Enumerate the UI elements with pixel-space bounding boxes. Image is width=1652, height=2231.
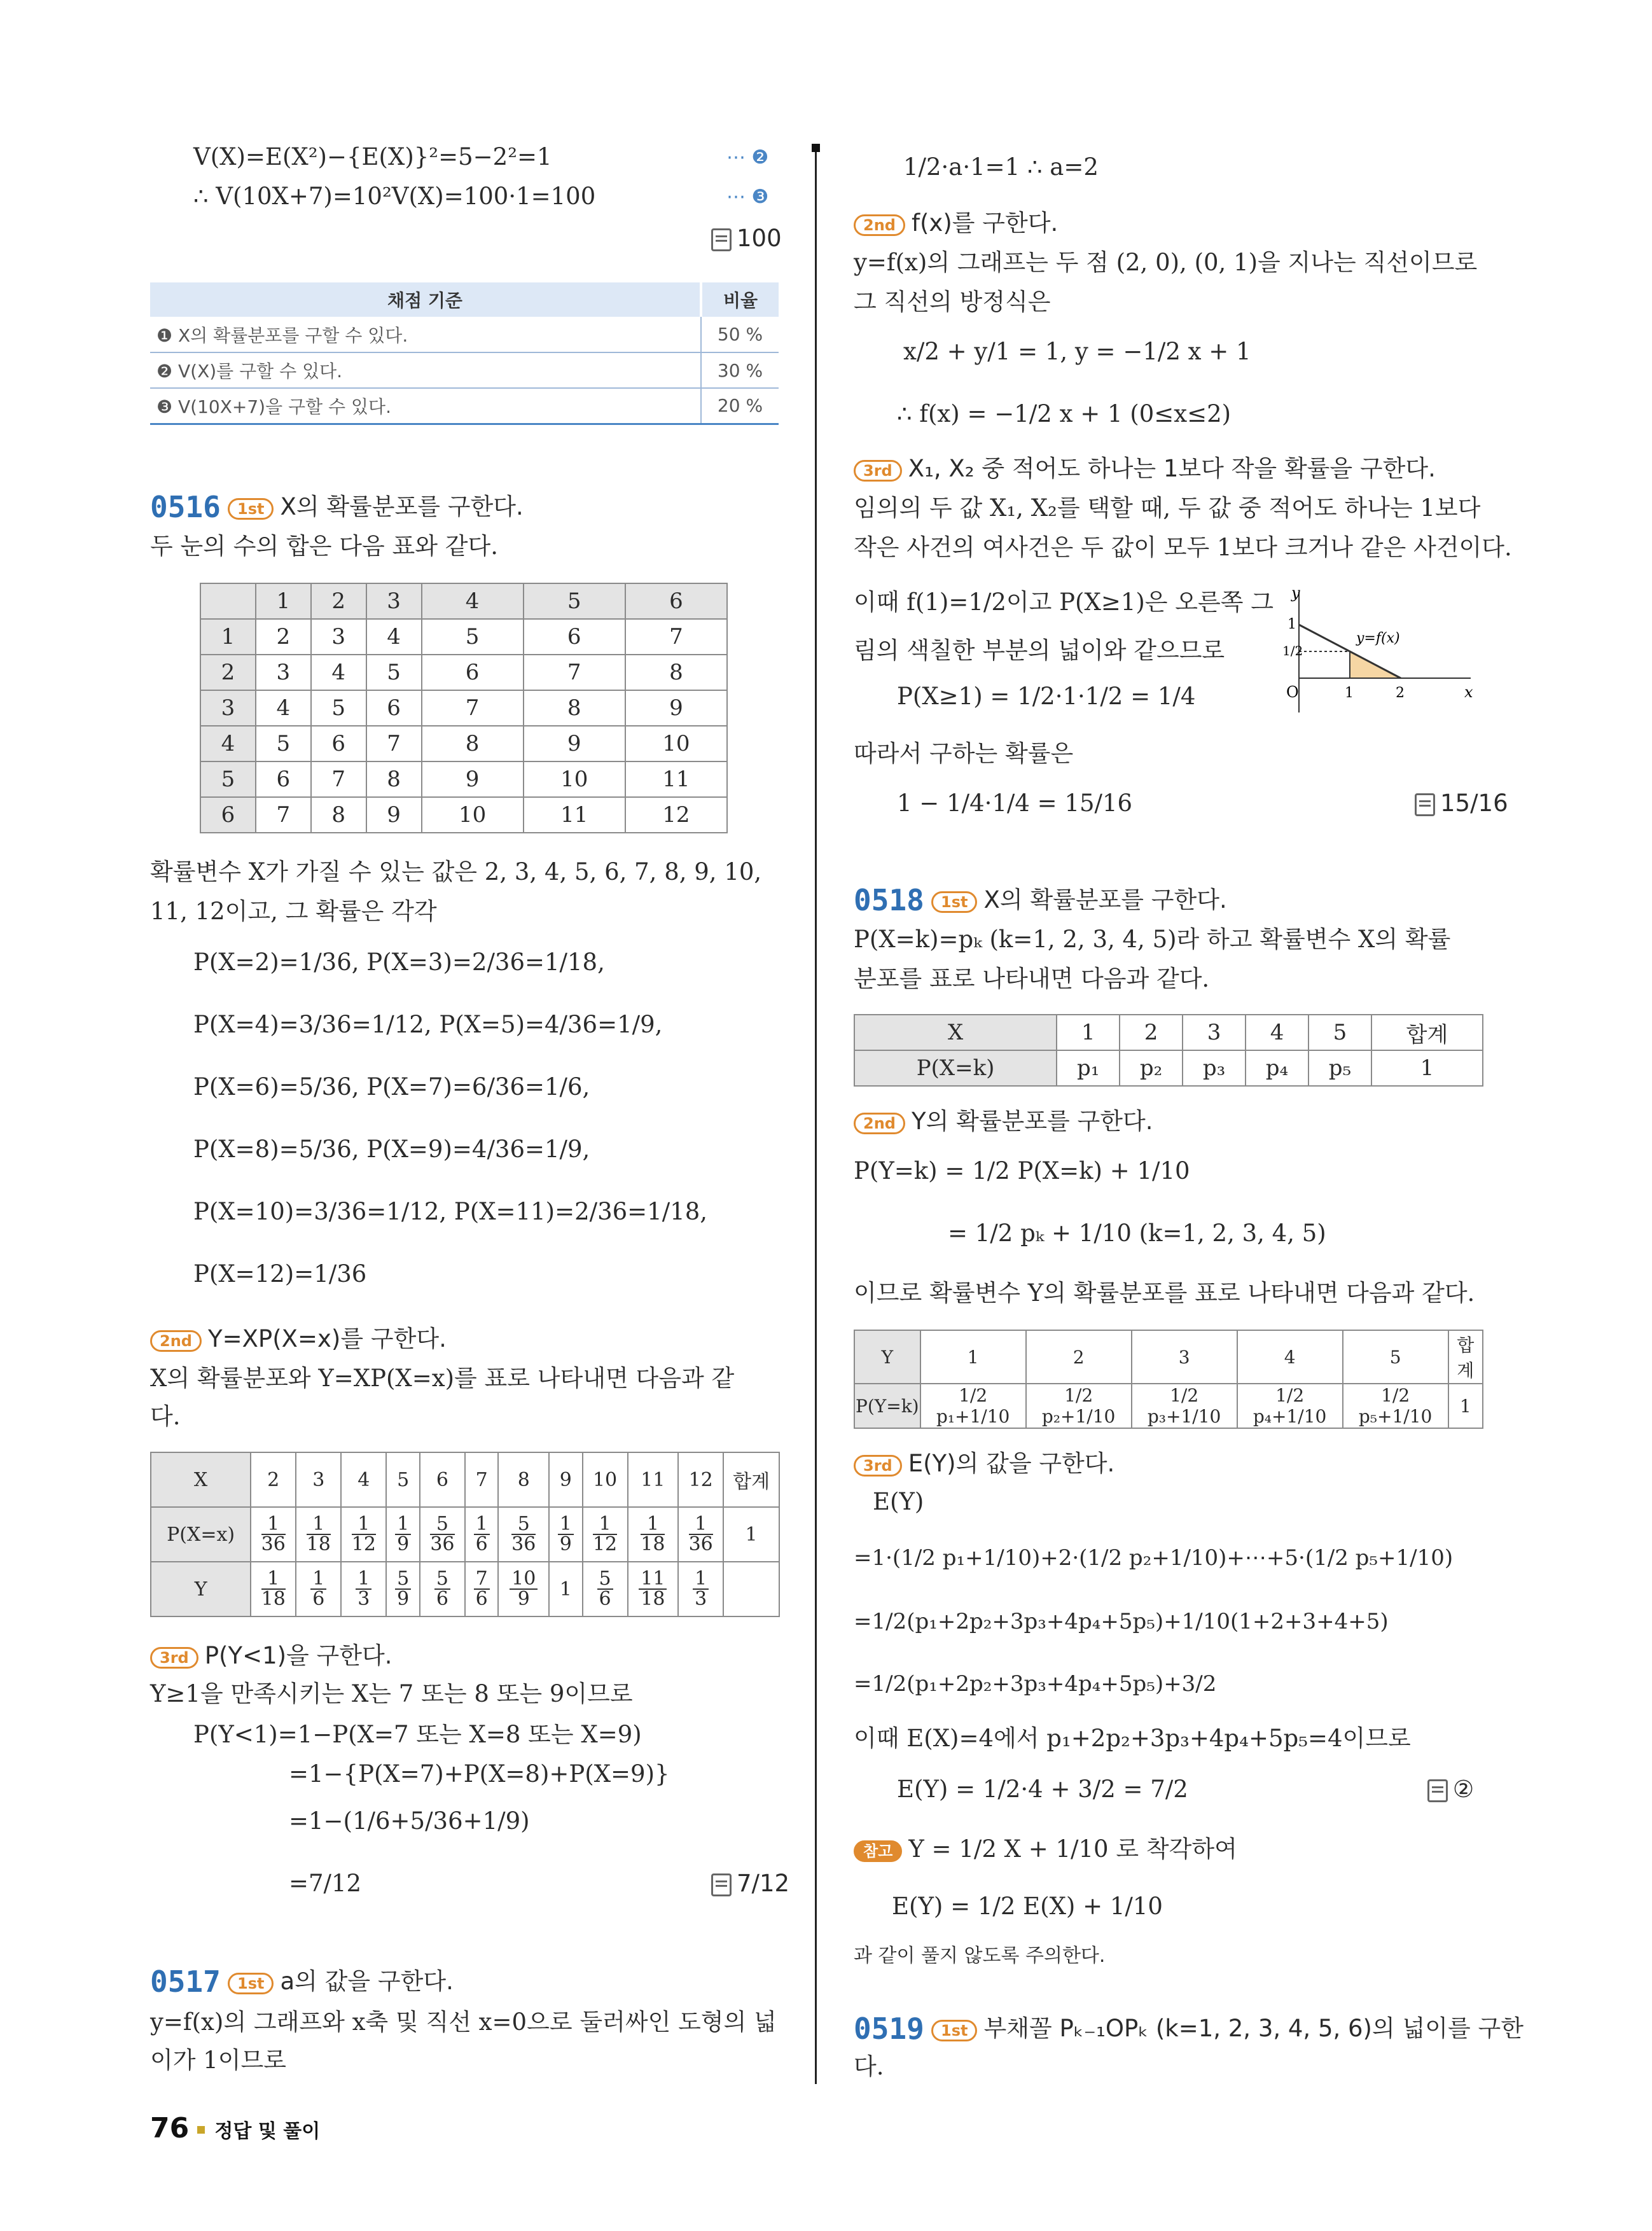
graph-tick-x1: 1	[1345, 685, 1354, 701]
table-cell: 합계	[1448, 1330, 1483, 1384]
table-cell: p₁	[1057, 1050, 1120, 1086]
problem-number-0518: 0518	[854, 883, 924, 917]
table-cell: 9	[549, 1452, 583, 1507]
table-cell: 5	[386, 1452, 420, 1507]
table-cell: 5	[311, 690, 366, 726]
table-cell: 10	[524, 761, 625, 797]
table-cell: 합계	[1371, 1015, 1483, 1050]
prob-line-1: P(X=2)=1/36, P(X=3)=2/36=1/18,	[193, 949, 605, 976]
answer-0516: 7/12	[711, 1869, 789, 1898]
table-cell: 1	[1371, 1050, 1483, 1086]
ey-expand-1: =1·(1/2 p₁+1/10)+2·(1/2 p₂+1/10)+⋯+5·(1/2 p₅+1/10)	[854, 1545, 1454, 1571]
table-cell: 2	[1026, 1330, 1132, 1384]
step-marker-2: ⋯ ❷	[726, 146, 769, 169]
problem-number-0517: 0517	[150, 1964, 221, 1999]
table-cell: 4	[341, 1452, 386, 1507]
table-cell: 합계	[723, 1452, 779, 1507]
table-cell: 11	[628, 1452, 679, 1507]
table-cell: 9	[524, 726, 625, 761]
p0517-t7: 따라서 구하는 확률은	[854, 740, 1074, 767]
table-cell: 7	[256, 797, 311, 833]
dice-sum-table	[200, 583, 728, 833]
ey-expand-3: =1/2(p₁+2p₂+3p₃+4p₄+5p₅)+3/2	[854, 1671, 1217, 1697]
table-cell	[200, 583, 256, 619]
table-cell: P(X=k)	[854, 1050, 1057, 1086]
rubric-criterion-2: ❷ V(X)를 구할 수 있다.	[150, 352, 701, 388]
final-probability: 1 − 1/4·1/4 = 15/16	[897, 789, 1133, 817]
p0516-step1: 1st X의 확률분포를 구한다.	[228, 492, 524, 522]
footer-bullet	[197, 2126, 205, 2134]
p0519-step1: 1st 부채꼴 Pₖ₋₁OPₖ (k=1, 2, 3, 4, 5, 6)의 넓이를 구한	[931, 2014, 1524, 2043]
p0517-t5: 이때 f(1)=1/2이고 P(X≥1)은 오른쪽 그	[854, 588, 1274, 616]
p0517-t6: 림의 색칠한 부분의 넓이와 같으므로	[854, 637, 1225, 664]
graph-x-label: x	[1464, 683, 1473, 701]
ey-label: E(Y)	[873, 1488, 924, 1515]
answer-icon	[1427, 1779, 1448, 1802]
table-cell: 4	[256, 690, 311, 726]
table-cell: $\frac{5}{36}$	[420, 1507, 465, 1562]
table-cell: 2	[200, 655, 256, 690]
table-cell: p₃	[1183, 1050, 1246, 1086]
prob-line-4: P(X=8)=5/36, P(X=9)=4/36=1/9,	[193, 1136, 590, 1163]
table-cell: 9	[422, 761, 524, 797]
table-row	[200, 583, 727, 619]
ey-expand-2: =1/2(p₁+2p₂+3p₃+4p₄+5p₅)+1/10(1+2+3+4+5)	[854, 1609, 1389, 1634]
left-column	[150, 127, 790, 2099]
page-footer	[150, 2112, 320, 2144]
table-cell: 6	[200, 797, 256, 833]
rubric-criterion-1: ❶ X의 확률분포를 구할 수 있다.	[150, 317, 701, 352]
line-equation: x/2 + y/1 = 1, y = −1/2 x + 1	[903, 338, 1251, 365]
rubric-ratio-1: 50 %	[717, 324, 763, 345]
p0516-step2: 2nd Y=XP(X=x)를 구한다.	[150, 1324, 447, 1354]
table-cell: $\frac{1}{18}$	[296, 1507, 341, 1562]
answer-0518: ②	[1427, 1775, 1474, 1804]
column-divider	[815, 145, 817, 2084]
table-row	[200, 797, 727, 833]
calc-line-4: =7/12	[289, 1870, 362, 1897]
footer-label: 정답 및 풀이	[214, 2120, 321, 2143]
p0518-step1: 1st X의 확률분포를 구한다.	[931, 886, 1227, 915]
answer-0517: 15/16	[1415, 789, 1508, 818]
graph-curve-label: y=f(x)	[1356, 630, 1400, 646]
table-cell: P(X=x)	[151, 1507, 251, 1562]
table-cell: 8	[366, 761, 422, 797]
table-cell: X	[854, 1015, 1057, 1050]
p0517-t1: y=f(x)의 그래프는 두 점 (2, 0), (0, 1)을 지나는 직선이므로	[854, 249, 1478, 276]
prob-line-5: P(X=10)=3/36=1/12, P(X=11)=2/36=1/18,	[193, 1198, 708, 1225]
table-cell: 3	[1132, 1330, 1237, 1384]
table-cell: 8	[625, 655, 727, 690]
table-cell: 8	[498, 1452, 549, 1507]
table-cell: $\frac{5}{36}$	[498, 1507, 549, 1562]
p0519-t2: 다.	[854, 2053, 884, 2080]
note-line-1: 참고 Y = 1/2 X + 1/10 로 착각하여	[854, 1835, 1237, 1864]
table-cell: 6	[625, 583, 727, 619]
table-cell: Y	[151, 1562, 251, 1616]
problem-number-0519: 0519	[854, 2012, 924, 2046]
p0517-t3: 임의의 두 값 X₁, X₂를 택할 때, 두 값 중 적어도 하나는 1보다	[854, 494, 1481, 522]
table-cell: 1/2 p₂+1/10	[1026, 1384, 1132, 1428]
table-cell: 5	[524, 583, 625, 619]
rubric-criterion-3: ❸ V(10X+7)을 구할 수 있다.	[150, 388, 701, 424]
graph-tick-y1: 1	[1288, 616, 1296, 632]
table-cell: 3	[1183, 1015, 1246, 1050]
table-cell: $\frac{1}{12}$	[583, 1507, 628, 1562]
table-cell: 6	[366, 690, 422, 726]
table-cell: $\frac{7}{6}$	[465, 1562, 499, 1616]
table-cell: $\frac{5}{6}$	[420, 1562, 465, 1616]
table-cell: 2	[1120, 1015, 1183, 1050]
table-cell: 7	[366, 726, 422, 761]
table-cell: $\frac{1}{9}$	[386, 1507, 420, 1562]
variance-transform-line: ∴ V(10X+7)=10²V(X)=100·1=100	[193, 183, 596, 210]
table-cell: 6	[420, 1452, 465, 1507]
table-cell: 5	[200, 761, 256, 797]
table-cell: $\frac{5}{9}$	[386, 1562, 420, 1616]
p0516-text4: 다.	[150, 1403, 181, 1430]
table-cell: $\frac{1}{18}$	[628, 1507, 679, 1562]
p0516-intro: 두 눈의 수의 합은 다음 표와 같다.	[150, 532, 498, 560]
table-cell: 8	[422, 726, 524, 761]
table-cell: 1/2 p₅+1/10	[1343, 1384, 1448, 1428]
table-cell: 1	[256, 583, 311, 619]
p0518-t3: 이므로 확률변수 Y의 확률분포를 표로 나타내면 다음과 같다.	[854, 1279, 1475, 1307]
table-cell: 3	[256, 655, 311, 690]
page-number: 76	[150, 2112, 190, 2144]
area-equation: 1/2·a·1=1 ∴ a=2	[903, 153, 1099, 181]
table-cell: 8	[524, 690, 625, 726]
prob-line-2: P(X=4)=3/36=1/12, P(X=5)=4/36=1/9,	[193, 1011, 663, 1038]
column-divider-marker	[812, 144, 820, 152]
table-cell: 10	[625, 726, 727, 761]
table-cell: 2	[256, 619, 311, 655]
table-cell: 5	[366, 655, 422, 690]
x-distribution-table	[854, 1014, 1483, 1087]
table-row	[151, 1562, 779, 1616]
p0517-step1: 1st a의 값을 구한다.	[228, 1967, 454, 1996]
p0517-t4: 작은 사건의 여사건은 두 값이 모두 1보다 크거나 같은 사건이다.	[854, 534, 1512, 561]
table-cell: $\frac{1}{12}$	[341, 1507, 386, 1562]
graph-y-label: y	[1291, 584, 1300, 602]
table-cell: 1	[549, 1562, 583, 1616]
table-cell: $\frac{1}{3}$	[678, 1562, 723, 1616]
table-cell: 6	[422, 655, 524, 690]
table-cell: 5	[1308, 1015, 1371, 1050]
table-cell: 6	[256, 761, 311, 797]
table-cell: 9	[366, 797, 422, 833]
table-cell: 6	[311, 726, 366, 761]
right-column	[854, 127, 1524, 2099]
table-cell: $\frac{5}{6}$	[583, 1562, 628, 1616]
variance-line: V(X)=E(X²)−{E(X)}²=5−2²=1	[193, 143, 552, 170]
prob-line-3: P(X=6)=5/36, P(X=7)=6/36=1/6,	[193, 1073, 590, 1101]
table-cell	[723, 1562, 779, 1616]
calc-line-1: P(Y<1)=1−P(X=7 또는 X=8 또는 X=9)	[193, 1721, 642, 1748]
table-cell: $\frac{1}{6}$	[296, 1562, 341, 1616]
table-cell: 4	[1246, 1015, 1308, 1050]
note-line-3: 과 같이 풀지 않도록 주의한다.	[854, 1945, 1106, 1967]
p0516-text2: 11, 12이고, 그 확률은 각각	[150, 898, 437, 925]
calc-line-2: =1−{P(X=7)+P(X=8)+P(X=9)}	[289, 1760, 670, 1788]
p0517-step2: 2nd f(x)를 구한다.	[854, 209, 1058, 238]
table-cell: 1	[920, 1330, 1026, 1384]
p0518-t1: P(X=k)=pₖ (k=1, 2, 3, 4, 5)라 하고 확률변수 X의 확률	[854, 926, 1451, 953]
problem-number-0516: 0516	[150, 490, 221, 524]
p0516-text3: X의 확률분포와 Y=XP(X=x)를 표로 나타내면 다음과 같	[150, 1365, 735, 1392]
answer-icon	[711, 228, 732, 251]
p0517-step3: 3rd X₁, X₂ 중 적어도 하나는 1보다 작을 확률을 구한다.	[854, 454, 1436, 483]
table-cell: $\frac{10}{9}$	[498, 1562, 549, 1616]
p0517-text2: 이가 1이므로	[150, 2047, 287, 2074]
table-cell: 1	[1448, 1384, 1483, 1428]
table-row	[854, 1384, 1483, 1428]
p0516-step3: 3rd P(Y<1)을 구한다.	[150, 1641, 392, 1671]
p0518-eq1: P(Y=k) = 1/2 P(X=k) + 1/10	[854, 1157, 1190, 1185]
table-cell: 3	[366, 583, 422, 619]
table-cell: Y	[854, 1330, 920, 1384]
table-cell: 11	[524, 797, 625, 833]
table-cell: 10	[422, 797, 524, 833]
table-cell: 1/2 p₄+1/10	[1237, 1384, 1343, 1428]
graph-tick-x2: 2	[1396, 685, 1405, 701]
fx-graph	[1282, 584, 1477, 725]
calc-line-3: =1−(1/6+5/36+1/9)	[289, 1807, 530, 1835]
table-cell: 3	[200, 690, 256, 726]
table-cell: 4	[1237, 1330, 1343, 1384]
p0516-text1: 확률변수 X가 가질 수 있는 값은 2, 3, 4, 5, 6, 7, 8, 9, 10,	[150, 858, 762, 886]
graph-origin: O	[1286, 683, 1299, 701]
p0518-t4: 이때 E(X)=4에서 p₁+2p₂+3p₃+4p₄+5p₅=4이므로	[854, 1725, 1411, 1752]
table-cell: 4	[422, 583, 524, 619]
table-row	[200, 655, 727, 690]
table-cell: 3	[311, 619, 366, 655]
table-cell: 1	[1057, 1015, 1120, 1050]
table-cell: 12	[625, 797, 727, 833]
distribution-table	[150, 1452, 780, 1617]
note-line-2: E(Y) = 1/2 E(X) + 1/10	[892, 1893, 1163, 1920]
table-row	[854, 1015, 1483, 1050]
prob-line-6: P(X=12)=1/36	[193, 1260, 367, 1288]
table-row	[200, 690, 727, 726]
table-cell: 7	[311, 761, 366, 797]
p0517-text1: y=f(x)의 그래프와 x축 및 직선 x=0으로 둘러싸인 도형의 넓	[150, 2008, 777, 2036]
answer-icon	[711, 1873, 732, 1896]
table-cell: $\frac{1}{6}$	[465, 1507, 499, 1562]
table-cell: 7	[524, 655, 625, 690]
table-cell: 7	[465, 1452, 499, 1507]
table-cell: p₅	[1308, 1050, 1371, 1086]
y-distribution-table	[854, 1330, 1483, 1429]
table-cell: 4	[366, 619, 422, 655]
table-cell: 2	[311, 583, 366, 619]
step-marker-3: ⋯ ❸	[726, 186, 769, 208]
table-row	[854, 1050, 1483, 1086]
p0518-step3: 3rd E(Y)의 값을 구한다.	[854, 1449, 1114, 1478]
table-cell: 9	[625, 690, 727, 726]
p0518-eq2: = 1/2 pₖ + 1/10 (k=1, 2, 3, 4, 5)	[948, 1220, 1326, 1247]
table-cell: 5	[256, 726, 311, 761]
table-cell: 1/2 p₁+1/10	[920, 1384, 1026, 1428]
p0516-text5: Y≥1을 만족시키는 X는 7 또는 8 또는 9이므로	[150, 1680, 633, 1707]
table-cell: 8	[311, 797, 366, 833]
rubric-head-criterion: 채점 기준	[150, 282, 701, 317]
table-cell: 4	[200, 726, 256, 761]
table-row	[200, 619, 727, 655]
p0518-t2: 분포를 표로 나타내면 다음과 같다.	[854, 965, 1210, 992]
table-row	[151, 1507, 779, 1562]
table-cell: $\frac{11}{18}$	[628, 1562, 679, 1616]
table-cell: 1	[200, 619, 256, 655]
fx-definition: ∴ f(x) = −1/2 x + 1 (0≤x≤2)	[897, 400, 1232, 427]
table-cell: 7	[625, 619, 727, 655]
rubric-head-ratio: 비율	[723, 290, 758, 311]
table-cell: 11	[625, 761, 727, 797]
table-cell: 3	[296, 1452, 341, 1507]
table-cell: 12	[678, 1452, 723, 1507]
table-cell: 6	[524, 619, 625, 655]
rubric-table	[150, 282, 779, 425]
ey-result: E(Y) = 1/2·4 + 3/2 = 7/2	[897, 1776, 1188, 1803]
table-cell: 1/2 p₃+1/10	[1132, 1384, 1237, 1428]
note-tag: 참고	[854, 1840, 902, 1862]
table-cell: $\frac{1}{36}$	[678, 1507, 723, 1562]
table-cell: 7	[422, 690, 524, 726]
p0517-t2: 그 직선의 방정식은	[854, 288, 1051, 316]
p0518-step2: 2nd Y의 확률분포를 구한다.	[854, 1107, 1153, 1136]
table-cell: $\frac{1}{9}$	[549, 1507, 583, 1562]
table-cell: $\frac{1}{36}$	[251, 1507, 296, 1562]
table-cell: $\frac{1}{18}$	[251, 1562, 296, 1616]
rubric-ratio-3: 20 %	[717, 395, 763, 417]
table-row	[200, 726, 727, 761]
table-cell: p₄	[1246, 1050, 1308, 1086]
answer-icon	[1415, 793, 1435, 816]
table-row	[151, 1452, 779, 1507]
table-row	[854, 1330, 1483, 1384]
table-cell: 5	[1343, 1330, 1448, 1384]
graph-tick-yhalf: 1/2	[1282, 643, 1303, 658]
table-cell: 4	[311, 655, 366, 690]
table-cell: 5	[422, 619, 524, 655]
prob-x-ge-1: P(X≥1) = 1/2·1·1/2 = 1/4	[897, 683, 1196, 710]
table-cell: p₂	[1120, 1050, 1183, 1086]
table-cell: P(Y=k)	[854, 1384, 920, 1428]
answer-100: 100	[711, 224, 782, 253]
table-cell: 2	[251, 1452, 296, 1507]
table-row	[200, 761, 727, 797]
table-cell: 1	[723, 1507, 779, 1562]
rubric-ratio-2: 30 %	[717, 359, 763, 381]
table-cell: X	[151, 1452, 251, 1507]
table-cell: 10	[583, 1452, 628, 1507]
table-cell: $\frac{1}{3}$	[341, 1562, 386, 1616]
